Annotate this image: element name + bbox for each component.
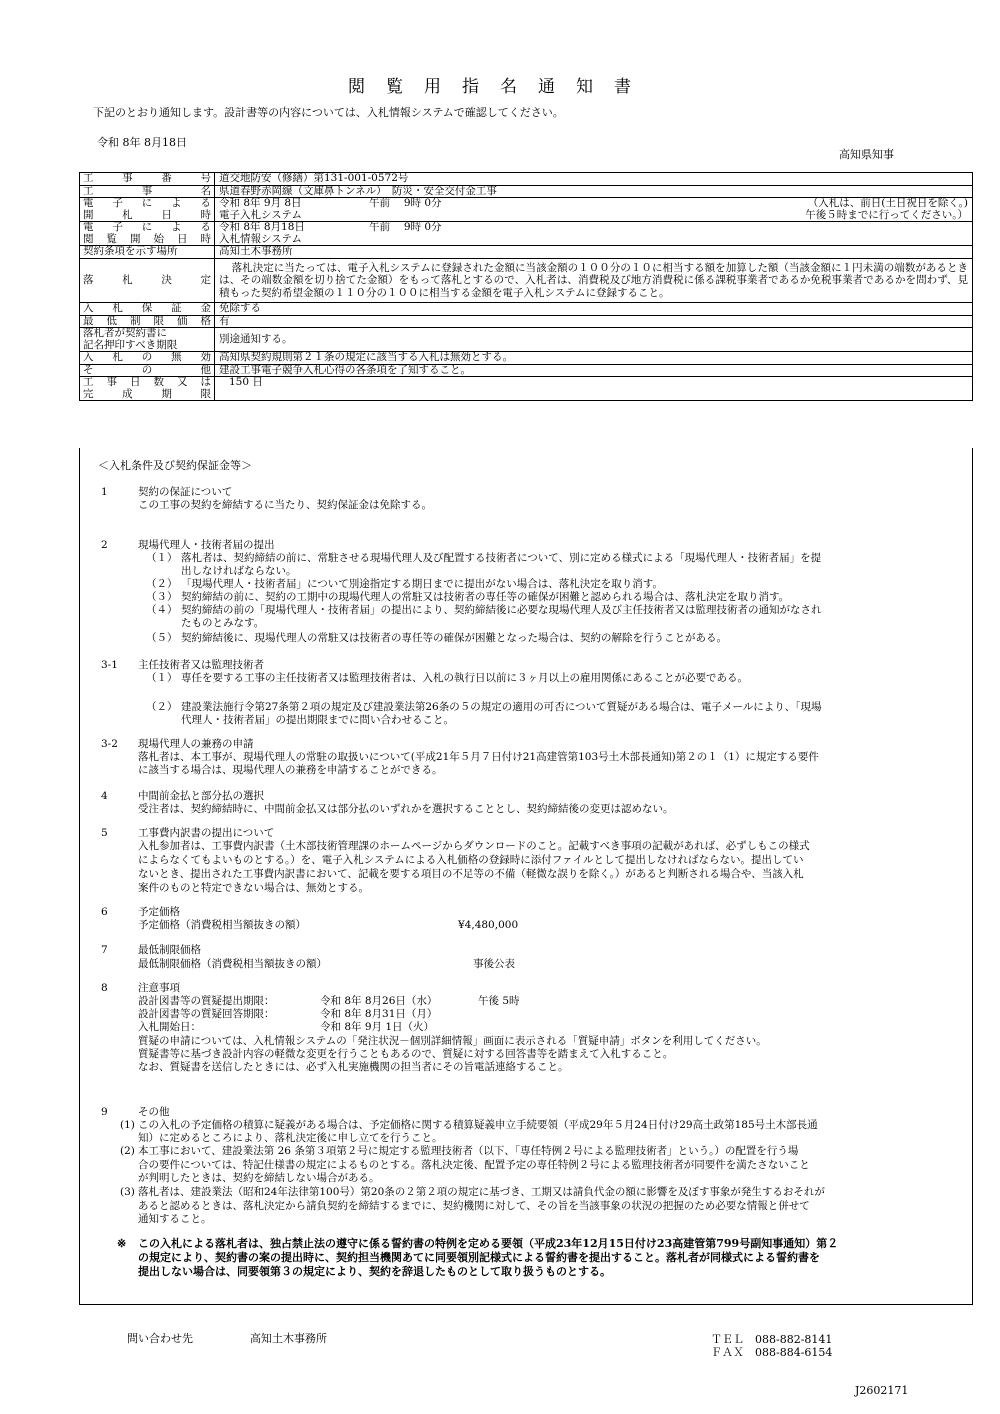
label-etsuran	[80, 222, 215, 246]
schedule-label: 設計図書等の質疑提出期限：	[138, 995, 275, 1007]
section-title: 現場代理人・技術者届の提出	[138, 539, 275, 551]
label-rakusatsu	[80, 258, 215, 303]
label-char: 無	[171, 351, 182, 364]
section-text: に該当する場合は、現場代理人の兼務を申請することができる。	[138, 764, 443, 776]
schedule-date: 令和 8年 8月26日（水）	[320, 995, 438, 1007]
item-number: (3)	[120, 1186, 135, 1198]
value-saitei: 有	[215, 315, 973, 328]
label-char: 札	[112, 351, 123, 364]
kaisatsu-note2: 午後５時までに行ってください。）	[805, 208, 968, 221]
info-table	[79, 172, 973, 401]
label-char: 番	[161, 172, 172, 184]
item-number: （５）	[146, 632, 178, 644]
label-char: 成	[122, 387, 133, 400]
label-char: 制	[130, 314, 141, 327]
label-char: 落	[83, 273, 94, 286]
item-text: 契約締結後に、現場代理人の常駐又は技術者の専任等の確保が困難となった場合は、契約の解除を行うことがある。	[181, 632, 727, 644]
label-char: 証	[171, 302, 182, 315]
kaisatsu-date: 令和 8年 9月 8日	[219, 197, 302, 209]
value-keiyaku-jouko: 高知土木事務所	[215, 246, 973, 259]
label-char: 閲	[83, 232, 94, 245]
contact-label: 問い合わせ先	[127, 1332, 193, 1345]
label-char: 始	[153, 232, 164, 245]
label-koji-bango	[80, 173, 215, 186]
section-number: 2	[101, 539, 108, 551]
label-char: 又	[177, 376, 188, 389]
section-number: 8	[101, 982, 108, 994]
section-text: 質疑書等に基づき設計内容の軽微な変更を行うこともあるので、質疑に対する回答書等を踏まえて入札すること。	[138, 1048, 674, 1060]
section-title: 注意事項	[138, 982, 180, 994]
label-sonota	[80, 364, 215, 377]
value-sonota: 建設工事電子競争入札心得の各条項を了知すること。	[215, 364, 973, 377]
label-char: よ	[171, 197, 182, 209]
section-number: 1	[101, 486, 108, 498]
label-char: 覧	[106, 232, 117, 245]
issuer: 高知県知事	[839, 148, 894, 161]
item-number: （３）	[146, 591, 178, 603]
schedule-date: 令和 8年 8月31日（月）	[320, 1008, 438, 1020]
label-char: 札	[122, 208, 133, 221]
item-text: 専任を要する工事の主任技術者又は監理技術者は、入札の執行日以前に３ヶ月以上の雇用関係にあることが必要である。	[181, 672, 748, 684]
schedule-label: 入札開始日：	[138, 1021, 201, 1033]
item-text: あると認めるときは、落札決定から請負契約を締結するまでに、契約機関に対して、その旨を当該事象の状況の把握のため必要な情報と併せて	[138, 1200, 810, 1212]
kaisatsu-method: 電子入札システム	[219, 208, 302, 221]
note-text: の規定により、契約書の案の提出時に、契約担当機関あてに同要領別記様式による誓約書を提出すること。落札者が同様式による誓約書を	[138, 1251, 820, 1264]
table-row	[80, 185, 973, 198]
table-row	[80, 222, 973, 246]
value-koji-bango: 道交地防安（修繕）第131-001-0572号	[215, 173, 973, 186]
label-char: 日	[130, 376, 141, 389]
contact-office: 高知土木事務所	[250, 1332, 327, 1345]
label-char: 子	[112, 197, 123, 209]
table-row	[80, 328, 973, 352]
value-kimei: 別途通知する。	[215, 328, 973, 352]
item-text: 建設業法施行令第27条第２項の規定及び建設業法第26条の５の規定の適用の可否について質疑がある場合は、電子メールにより、「現場	[181, 701, 822, 713]
item-text: 合の要件については、特記仕様書の規定によるものとする。落札決定後、配置予定の専任特例２号による監理技術者が同要件を満たさないこと	[138, 1159, 810, 1171]
label-char: 金	[200, 302, 211, 315]
label-char: 入	[83, 351, 94, 364]
value-koji-mei: 県道春野赤岡線（文庫鼻トンネル） 防災・安全交付金工事	[215, 185, 973, 198]
section-number: 4	[101, 790, 108, 802]
table-row	[80, 315, 973, 328]
label-char: 号	[200, 172, 211, 184]
label-char: 名	[200, 184, 211, 197]
label-kimei: 落札者が契約書に 記名押印すべき期限	[80, 328, 215, 352]
label-char: の	[141, 363, 153, 376]
item-text: この入札の予定価格の積算に疑義がある場合は、予定価格に関する積算疑義申立手続要領（平成29年５月24日付け29高土政第185号土木部長通	[138, 1119, 818, 1131]
value-mukou: 高知県契約規則第２１条の規定に該当する入札は無効とする。	[215, 352, 973, 365]
label-char: 効	[200, 351, 211, 364]
label-char: 決	[161, 273, 172, 286]
label-char: 開	[83, 208, 94, 221]
label-char: 他	[200, 363, 211, 376]
table-row	[80, 352, 973, 365]
label-char: 低	[106, 314, 117, 327]
label-char: 格	[200, 314, 211, 327]
item-text: 通知すること。	[138, 1213, 212, 1225]
label-char: 札	[122, 273, 133, 286]
label-char: 価	[177, 314, 188, 327]
section-number: 7	[101, 944, 108, 956]
section-number: 3-1	[101, 659, 118, 671]
table-row	[80, 173, 973, 186]
label-char: 工	[83, 184, 94, 197]
conditions-box	[79, 448, 973, 1305]
label-char: 保	[141, 302, 153, 315]
label-char: は	[200, 376, 211, 389]
conditions-heading: ＜入札条件及び契約保証金等＞	[98, 459, 252, 472]
note-text: この入札による落札者は、独占禁止法の遵守に係る誓約書の特例を定める要領（平成23年12月15日付け23高建管第799号副知事通知）第２	[138, 1237, 839, 1250]
item-text: 本工事において、建設業法第 26 条第３項第２号に規定する監理技術者（以下、「専任特例２号による監理技術者」という。）の配置を行う場	[138, 1145, 799, 1157]
schedule-time: 午後 5時	[478, 995, 520, 1007]
label-char: 事	[122, 172, 133, 184]
section-title: 予定価格	[138, 906, 180, 918]
note-text: 提出しない場合は、同要領第３の規定により、契約を辞退したものとして取り扱うものとする。	[138, 1265, 611, 1278]
section-text: によらなくてもよいものとする。）を、電子入札システムによる入札価格の登録時に添付ファイルとして提出しなければならない。提出してい	[138, 854, 804, 866]
label-char: そ	[83, 363, 94, 376]
section-number: 5	[101, 827, 108, 839]
table-row	[80, 377, 973, 401]
item-number: (1)	[120, 1119, 135, 1131]
item-text: が判明したときは、契約を締結しない場合がある。	[138, 1172, 380, 1184]
item-text: 知）に定めるところにより、落札決定後に申し立てを行うこと。	[138, 1132, 443, 1144]
label-mukou	[80, 352, 215, 365]
label-char: 限	[153, 314, 164, 327]
label-nissu	[80, 377, 215, 401]
label-koji-mei	[80, 185, 215, 198]
section-title: その他	[138, 1106, 170, 1118]
label-char: 日	[177, 232, 188, 245]
label-char: 札	[112, 302, 123, 315]
section-title: 現場代理人の兼務の申請	[138, 738, 254, 750]
item-number: （４）	[146, 604, 178, 616]
table-row	[80, 364, 973, 377]
note-mark: ※	[117, 1237, 127, 1250]
section-text: ないとき、提出された工事費内訳書において、記載を要する項目の不足等の不備（軽微な誤りを除く。）があると判断される場合や、当該入札	[138, 868, 804, 880]
price-value: ¥4,480,000	[458, 919, 519, 931]
section-number: 9	[101, 1106, 108, 1118]
label-char: 定	[200, 273, 211, 286]
label-char: 子	[112, 221, 123, 233]
section-title: 工事費内訳書の提出について	[138, 827, 275, 839]
price-value: 事後公表	[473, 958, 515, 970]
etsuran-method: 入札情報システム	[219, 232, 302, 245]
value-rakusatsu: 落札決定に当たっては、電子入札システムに登録された金額に当該金額の１００分の１０に相当する額を加算した額（当該金額に１円未満の端数があるときは、その端数金額を切り捨てた金額）をもって落札とするので、入札者は、消費税及び地方消費税に係る課税事業者であるか免税事業者であるかを問わず、見積もった契約希望金額の１１０分の１００に相当する金額を電子入札システムに登録すること。	[215, 258, 973, 303]
table-row	[80, 198, 973, 222]
kaisatsu-note1: （入札は、前日(土日祝日を除く。)	[807, 197, 968, 209]
item-number: （１）	[146, 672, 178, 684]
issue-date: 令和 8年 8月18日	[97, 136, 187, 149]
item-text: たものとみなす。	[181, 617, 265, 629]
section-text: 質疑の申請については、入札情報システムの「発注状況－個別詳細情報」画面に表示される「質疑申請」ボタンを利用してください。	[138, 1035, 767, 1047]
section-number: 3-2	[101, 738, 118, 750]
label-char: に	[141, 197, 153, 209]
section-text: この工事の契約を締結するに当たり、契約保証金は免除する。	[138, 499, 432, 511]
label-char: 電	[83, 197, 94, 209]
section-title: 主任技術者又は監理技術者	[138, 659, 264, 671]
schedule-label: 設計図書等の質疑回答期限：	[138, 1008, 275, 1020]
value-etsuran	[215, 222, 973, 246]
label-char: の	[141, 351, 153, 364]
etsuran-date: 令和 8年 8月18日	[219, 221, 305, 233]
label-saitei	[80, 315, 215, 328]
contact-tel: ＴＥＬ 088-882-8141	[711, 1333, 833, 1346]
section-text: 入札参加者は、工事費内訳書（土木部技術管理課のホームページからダウンロードのこと。記載すべき事項の記載があれば、必ずしもこの様式	[138, 840, 810, 852]
label-char: る	[200, 197, 211, 209]
value-hoshokin: 免除する	[215, 303, 973, 316]
item-number: （２）	[146, 578, 178, 590]
label-char: よ	[171, 221, 182, 233]
label-hoshokin	[80, 303, 215, 316]
price-label: 予定価格（消費税相当額抜きの額）	[138, 919, 306, 931]
item-number: （１）	[146, 552, 178, 564]
label-char: 数	[153, 376, 164, 389]
contact-fax: ＦＡＸ 088-884-6154	[711, 1346, 833, 1359]
label-char: 完	[83, 387, 94, 400]
section-title: 契約の保証について	[138, 486, 233, 498]
label-kaisatsu	[80, 198, 215, 222]
label-char: 工	[83, 172, 94, 184]
label-char: 期	[161, 387, 172, 400]
item-text: 「現場代理人・技術者届」について別途指定する期日までに提出がない場合は、落札決定を取り消す。	[181, 578, 663, 590]
label-char: 電	[83, 221, 94, 233]
value-nissu: 150 日	[215, 377, 973, 401]
etsuran-time: 午前 9時 0分	[369, 221, 442, 233]
label-char: 日	[161, 208, 172, 221]
table-row	[80, 258, 973, 303]
label-char: 時	[200, 232, 211, 245]
item-text: 契約締結の前に、契約の工期中の現場代理人の常駐又は技術者の専任等の確保が困難と認められる場合は、落札決定を取り消す。	[181, 591, 790, 603]
section-number: 6	[101, 906, 108, 918]
label-char: 時	[200, 208, 211, 221]
item-text: 落札者は、契約締結の前に、常駐させる現場代理人及び配置する技術者について、別に定める様式による「現場代理人・技術者届」を提	[181, 552, 822, 564]
section-title: 最低制限価格	[138, 944, 201, 956]
label-char: 事	[106, 376, 117, 389]
intro-text: 下記のとおり通知します。設計書等の内容については、入札情報システムで確認してください。	[93, 106, 564, 119]
kaisatsu-time: 午前 9時 0分	[369, 197, 442, 209]
table-row	[80, 303, 973, 316]
section-title: 中間前金払と部分払の選択	[138, 790, 264, 802]
section-text: 落札者は、本工事が、現場代理人の常駐の取扱いについて(平成21年５月７日付け21高建管第103号土木部長通知)第２の１（1）に規定する要件	[138, 751, 819, 763]
section-text: 受注者は、契約締結時に、中間前金払又は部分払のいずれかを選択することとし、契約締結後の変更は認めない。	[138, 803, 674, 815]
label-char: 入	[83, 302, 94, 315]
label-char: 事	[141, 184, 153, 197]
section-text: 案件のものと特定できない場合は、無効とする。	[138, 882, 369, 894]
item-text: 出しなければならない。	[181, 565, 297, 577]
value-kaisatsu	[215, 198, 973, 222]
label-keiyaku-jouko: 契約条項を示す場所	[80, 246, 215, 259]
price-label: 最低制限価格（消費税相当額抜きの額）	[138, 958, 327, 970]
document-code: J2602171	[855, 1384, 909, 1397]
label-char: 開	[130, 232, 141, 245]
label-char: 最	[83, 314, 94, 327]
label-char: 工	[83, 376, 94, 389]
label-char: に	[141, 221, 153, 233]
item-number: （２）	[146, 701, 178, 713]
table-row	[80, 246, 973, 259]
label-char: 限	[200, 387, 211, 400]
item-text: 落札者は、建設業法（昭和24年法律第100号）第20条の２第２項の規定に基づき、工期又は請負代金の額に影響を及ぼす事象が発生するおそれが	[138, 1186, 825, 1198]
document-title: 閲覧用指名通知書	[348, 77, 652, 97]
item-text: 契約締結の前の「現場代理人・技術者届」の提出により、契約締結後に必要な現場代理人及び主任技術者又は監理技術者の通知がなされ	[181, 604, 822, 616]
item-text: 代理人・技術者届」の提出期限までに問い合わせること。	[181, 714, 454, 726]
item-number: (2)	[120, 1145, 135, 1157]
label-char: る	[200, 221, 211, 233]
section-text: なお、質疑書を送信したときには、必ず入札実施機関の担当者にその旨電話連絡すること。	[138, 1061, 569, 1073]
schedule-date: 令和 8年 9月 1日（火）	[320, 1021, 435, 1033]
